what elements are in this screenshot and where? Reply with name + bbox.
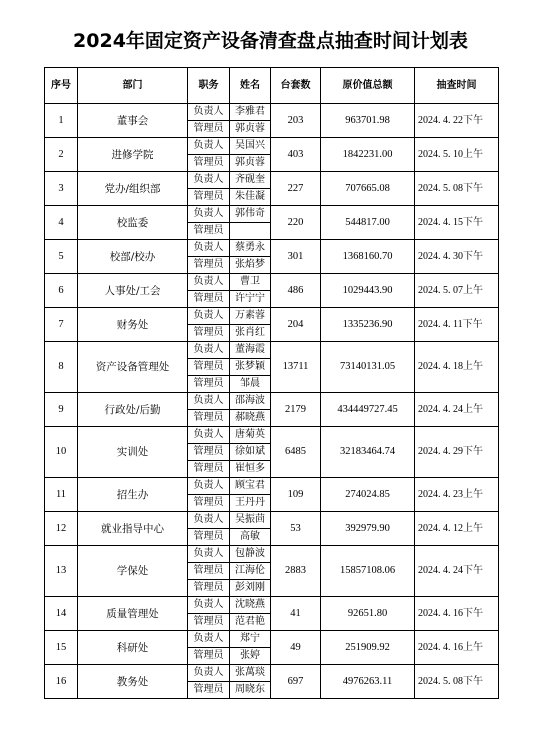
time-cell: 2024. 4. 24下午	[415, 546, 499, 597]
name-cell: 蔡勇永	[230, 240, 271, 257]
department-cell: 财务处	[78, 308, 188, 342]
name-cell: 齐砚奎	[230, 172, 271, 189]
role-cell: 负责人	[188, 665, 230, 682]
role-cell: 管理员	[188, 529, 230, 546]
role-cell: 管理员	[188, 189, 230, 206]
time-cell: 2024. 4. 18上午	[415, 342, 499, 393]
table-row	[45, 274, 499, 291]
count-cell: 2883	[271, 546, 321, 597]
count-cell: 53	[271, 512, 321, 546]
name-cell: 唐菊英	[230, 427, 271, 444]
name-cell: 周晓东	[230, 682, 271, 699]
count-cell: 49	[271, 631, 321, 665]
role-cell: 管理员	[188, 359, 230, 376]
count-cell: 697	[271, 665, 321, 699]
table-row	[45, 393, 499, 410]
row-index: 10	[45, 427, 78, 478]
role-cell: 管理员	[188, 682, 230, 699]
time-cell: 2024. 5. 08下午	[415, 665, 499, 699]
role-cell: 负责人	[188, 104, 230, 121]
row-index: 8	[45, 342, 78, 393]
department-cell: 教务处	[78, 665, 188, 699]
department-cell: 资产设备管理处	[78, 342, 188, 393]
row-index: 7	[45, 308, 78, 342]
header-role: 职务	[188, 68, 230, 104]
table-row	[45, 546, 499, 563]
row-index: 15	[45, 631, 78, 665]
name-cell: 朱佳凝	[230, 189, 271, 206]
row-index: 4	[45, 206, 78, 240]
name-cell: 范君艳	[230, 614, 271, 631]
role-cell: 负责人	[188, 240, 230, 257]
name-cell: 江海伦	[230, 563, 271, 580]
count-cell: 2179	[271, 393, 321, 427]
value-cell: 4976263.11	[321, 665, 415, 699]
role-cell: 负责人	[188, 631, 230, 648]
department-cell: 科研处	[78, 631, 188, 665]
name-cell: 郭贞蓉	[230, 121, 271, 138]
value-cell: 707665.08	[321, 172, 415, 206]
time-cell: 2024. 4. 23上午	[415, 478, 499, 512]
role-cell: 管理员	[188, 325, 230, 342]
role-cell: 负责人	[188, 546, 230, 563]
table-row	[45, 172, 499, 189]
table-row	[45, 665, 499, 682]
table-row	[45, 427, 499, 444]
name-cell: 郑宁	[230, 631, 271, 648]
department-cell: 学保处	[78, 546, 188, 597]
time-cell: 2024. 4. 11下午	[415, 308, 499, 342]
row-index: 1	[45, 104, 78, 138]
row-index: 14	[45, 597, 78, 631]
name-cell: 许宁宁	[230, 291, 271, 308]
table-body	[45, 104, 499, 699]
role-cell: 负责人	[188, 138, 230, 155]
name-cell: 张萬琰	[230, 665, 271, 682]
role-cell: 管理员	[188, 461, 230, 478]
count-cell: 220	[271, 206, 321, 240]
role-cell: 负责人	[188, 172, 230, 189]
role-cell: 负责人	[188, 308, 230, 325]
name-cell: 郭伟奇	[230, 206, 271, 223]
count-cell: 204	[271, 308, 321, 342]
time-cell: 2024. 4. 15下午	[415, 206, 499, 240]
value-cell: 251909.92	[321, 631, 415, 665]
name-cell: 李雅君	[230, 104, 271, 121]
header-inspection-time: 抽查时间	[415, 68, 499, 104]
table-row	[45, 597, 499, 614]
department-cell: 人事处/工会	[78, 274, 188, 308]
value-cell: 1842231.00	[321, 138, 415, 172]
role-cell: 负责人	[188, 206, 230, 223]
name-cell: 曹卫	[230, 274, 271, 291]
table-row	[45, 342, 499, 359]
count-cell: 13711	[271, 342, 321, 393]
count-cell: 41	[271, 597, 321, 631]
value-cell: 274024.85	[321, 478, 415, 512]
role-cell: 管理员	[188, 648, 230, 665]
table-row	[45, 631, 499, 648]
name-cell: 徐如斌	[230, 444, 271, 461]
name-cell: 张焰梦	[230, 257, 271, 274]
time-cell: 2024. 5. 10上午	[415, 138, 499, 172]
department-cell: 招生办	[78, 478, 188, 512]
table-row	[45, 240, 499, 257]
row-index: 13	[45, 546, 78, 597]
role-cell: 管理员	[188, 563, 230, 580]
name-cell: 张肖红	[230, 325, 271, 342]
count-cell: 486	[271, 274, 321, 308]
department-cell: 就业指导中心	[78, 512, 188, 546]
table-row	[45, 478, 499, 495]
department-cell: 质量管理处	[78, 597, 188, 631]
name-cell: 吴振茴	[230, 512, 271, 529]
name-cell: 崔恒多	[230, 461, 271, 478]
name-cell: 顾宝君	[230, 478, 271, 495]
asset-inventory-table	[44, 67, 499, 699]
row-index: 9	[45, 393, 78, 427]
table-row	[45, 104, 499, 121]
name-cell: 郭贞蓉	[230, 155, 271, 172]
value-cell: 1368160.70	[321, 240, 415, 274]
role-cell: 负责人	[188, 512, 230, 529]
name-cell	[230, 223, 271, 240]
value-cell: 1335236.90	[321, 308, 415, 342]
name-cell: 董海霞	[230, 342, 271, 359]
department-cell: 校部/校办	[78, 240, 188, 274]
row-index: 11	[45, 478, 78, 512]
name-cell: 万素蓉	[230, 308, 271, 325]
header-index: 序号	[45, 68, 78, 104]
department-cell: 校监委	[78, 206, 188, 240]
time-cell: 2024. 5. 07上午	[415, 274, 499, 308]
role-cell: 管理员	[188, 291, 230, 308]
table-row	[45, 512, 499, 529]
count-cell: 227	[271, 172, 321, 206]
role-cell: 管理员	[188, 444, 230, 461]
time-cell: 2024. 4. 29下午	[415, 427, 499, 478]
value-cell: 544817.00	[321, 206, 415, 240]
count-cell: 403	[271, 138, 321, 172]
role-cell: 管理员	[188, 121, 230, 138]
department-cell: 党办/组织部	[78, 172, 188, 206]
row-index: 3	[45, 172, 78, 206]
role-cell: 管理员	[188, 155, 230, 172]
header-department: 部门	[78, 68, 188, 104]
page-title: 2024年固定资产设备清查盘点抽查时间计划表	[73, 30, 468, 52]
name-cell: 邵海波	[230, 393, 271, 410]
value-cell: 963701.98	[321, 104, 415, 138]
role-cell: 管理员	[188, 614, 230, 631]
time-cell: 2024. 4. 16下午	[415, 597, 499, 631]
table-row	[45, 138, 499, 155]
value-cell: 73140131.05	[321, 342, 415, 393]
table-row	[45, 206, 499, 223]
count-cell: 301	[271, 240, 321, 274]
name-cell: 张梦颖	[230, 359, 271, 376]
role-cell: 管理员	[188, 410, 230, 427]
row-index: 5	[45, 240, 78, 274]
name-cell: 王丹丹	[230, 495, 271, 512]
department-cell: 董事会	[78, 104, 188, 138]
role-cell: 管理员	[188, 257, 230, 274]
value-cell: 15857108.06	[321, 546, 415, 597]
value-cell: 32183464.74	[321, 427, 415, 478]
role-cell: 管理员	[188, 376, 230, 393]
table-row	[45, 308, 499, 325]
role-cell: 负责人	[188, 342, 230, 359]
department-cell: 进修学院	[78, 138, 188, 172]
role-cell: 管理员	[188, 223, 230, 240]
role-cell: 负责人	[188, 393, 230, 410]
time-cell: 2024. 4. 30下午	[415, 240, 499, 274]
table-header-row	[45, 68, 499, 104]
count-cell: 109	[271, 478, 321, 512]
role-cell: 管理员	[188, 495, 230, 512]
name-cell: 郝晓燕	[230, 410, 271, 427]
name-cell: 彭刘刚	[230, 580, 271, 597]
role-cell: 负责人	[188, 274, 230, 291]
row-index: 12	[45, 512, 78, 546]
time-cell: 2024. 4. 16上午	[415, 631, 499, 665]
time-cell: 2024. 4. 24上午	[415, 393, 499, 427]
role-cell: 负责人	[188, 597, 230, 614]
name-cell: 张婷	[230, 648, 271, 665]
row-index: 2	[45, 138, 78, 172]
header-count: 台套数	[271, 68, 321, 104]
header-name: 姓名	[230, 68, 271, 104]
name-cell: 邹晨	[230, 376, 271, 393]
count-cell: 6485	[271, 427, 321, 478]
department-cell: 行政处/后勤	[78, 393, 188, 427]
time-cell: 2024. 5. 08下午	[415, 172, 499, 206]
value-cell: 1029443.90	[321, 274, 415, 308]
name-cell: 高敏	[230, 529, 271, 546]
count-cell: 203	[271, 104, 321, 138]
row-index: 16	[45, 665, 78, 699]
name-cell: 包静波	[230, 546, 271, 563]
department-cell: 实训处	[78, 427, 188, 478]
value-cell: 92651.80	[321, 597, 415, 631]
time-cell: 2024. 4. 12上午	[415, 512, 499, 546]
header-total-value: 原价值总额	[321, 68, 415, 104]
value-cell: 392979.90	[321, 512, 415, 546]
role-cell: 负责人	[188, 427, 230, 444]
value-cell: 434449727.45	[321, 393, 415, 427]
row-index: 6	[45, 274, 78, 308]
name-cell: 吴国兴	[230, 138, 271, 155]
time-cell: 2024. 4. 22下午	[415, 104, 499, 138]
role-cell: 负责人	[188, 478, 230, 495]
name-cell: 沈晓燕	[230, 597, 271, 614]
role-cell: 管理员	[188, 580, 230, 597]
